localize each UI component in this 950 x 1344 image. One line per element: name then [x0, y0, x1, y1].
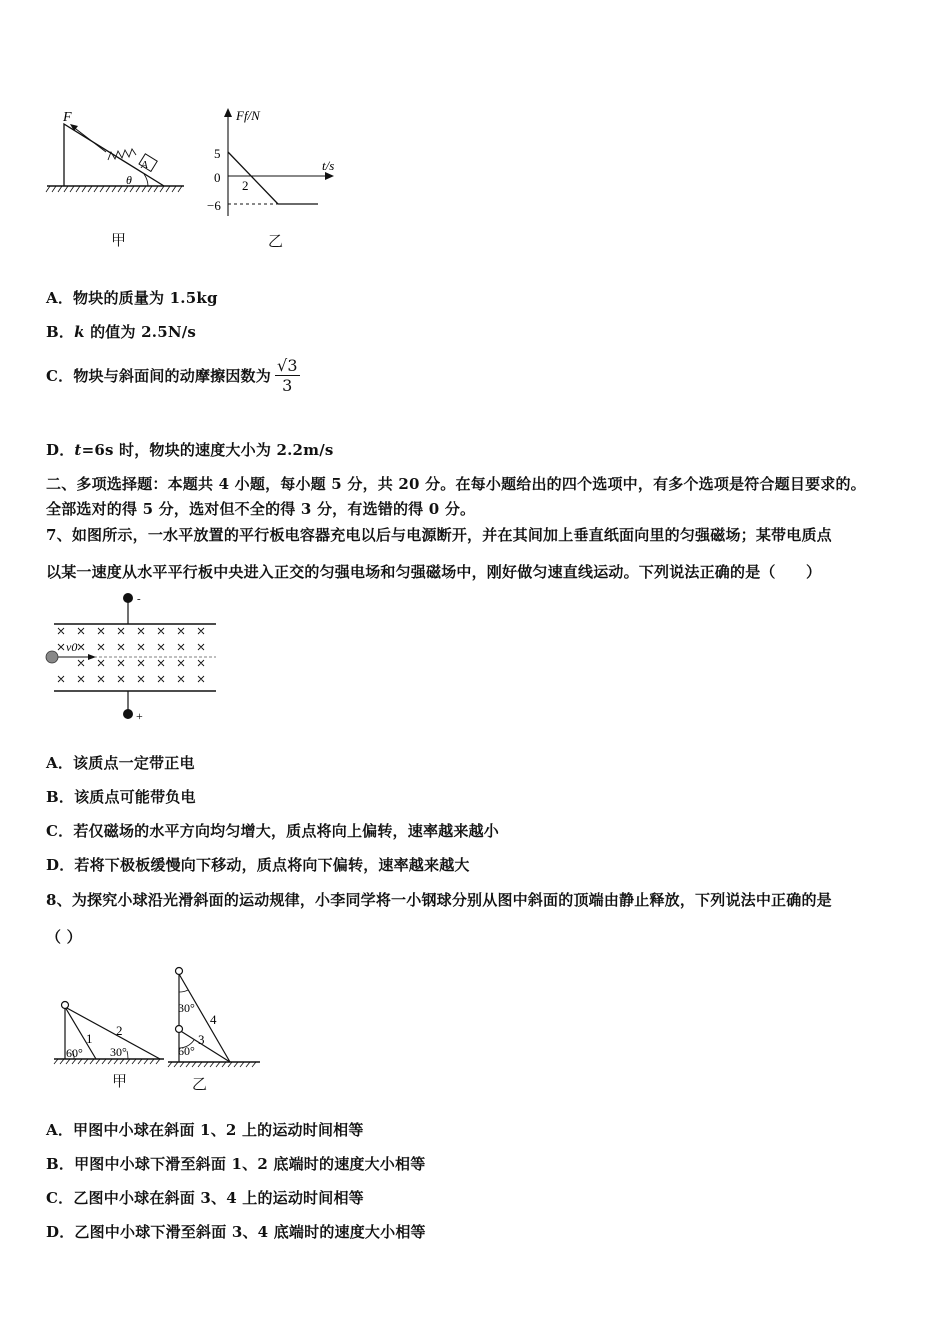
force-label: F: [63, 110, 72, 125]
caption-jia: 甲: [111, 231, 127, 249]
angle-label: θ: [126, 173, 132, 187]
block-label: A: [141, 159, 148, 171]
incline-spring-figure: [44, 108, 194, 203]
inclines-figure-yi: [166, 962, 266, 1072]
q6-option-c: C．物块与斜面间的动摩擦因数为 $\frac{√3}{3}$: [46, 356, 298, 395]
inclines-figure-jia: [46, 995, 174, 1070]
q8-option-a: A．甲图中小球在斜面 1、2 上的运动时间相等: [46, 1121, 364, 1139]
q7-option-c: C．若仅磁场的水平方向均匀增大，质点将向上偏转，速率越来越小: [46, 822, 499, 840]
q8-stem-line1: 8、为探究小球沿光滑斜面的运动规律，小李同学将一小钢球分别从图中斜面的顶端由静止释放，下列说法中正确的是: [46, 891, 832, 909]
q7-option-a: A．该质点一定带正电: [46, 754, 195, 772]
tick-neg6: −6: [207, 198, 221, 213]
q8-option-b: B．甲图中小球下滑至斜面 1、2 底端时的速度大小相等: [46, 1155, 426, 1173]
tick-0: 0: [214, 170, 221, 185]
section2-line2: 全部选对的得 5 分，选对但不全的得 3 分，有选错的得 0 分。: [46, 500, 476, 518]
q8-stem-line2: （ ）: [46, 928, 82, 946]
incline-1-label: 1: [86, 1031, 93, 1046]
velocity-label-v0: v0: [66, 640, 78, 654]
incline-2-label: 2: [116, 1023, 123, 1038]
graph-x-label: t/s: [322, 158, 335, 173]
var-k: k: [74, 323, 85, 341]
angle-60-label: 60°: [66, 1046, 83, 1060]
q8-option-d: D．乙图中小球下滑至斜面 3、4 底端时的速度大小相等: [46, 1223, 426, 1241]
tick-2: 2: [242, 178, 249, 193]
q7-stem-line1: 7、如图所示，一水平放置的平行板电容器充电以后与电源断开，并在其间加上垂直纸面向里的匀强磁场；某带电质点: [46, 526, 832, 544]
q6-option-d: D．t=6s 时，物块的速度大小为 2.2m/s: [46, 441, 334, 459]
friction-time-graph: [200, 104, 350, 219]
q7-option-d: D．若将下极板缓慢向下移动，质点将向下偏转，速率越来越大: [46, 856, 470, 874]
angle-60-label-yi: 60°: [178, 1044, 195, 1058]
terminal-minus: -: [137, 593, 141, 605]
angle-30-label-yi: 30°: [178, 1001, 195, 1015]
q8-option-c: C．乙图中小球在斜面 3、4 上的运动时间相等: [46, 1189, 364, 1207]
caption-yi: 乙: [268, 232, 284, 250]
incline-3-label: 3: [198, 1032, 205, 1047]
q7-option-b: B．该质点可能带负电: [46, 788, 196, 806]
q6-option-b: B．k 的值为 2.5N/s: [46, 323, 197, 341]
capacitor-magnetic-field-figure: [40, 588, 230, 726]
var-t: t: [74, 441, 82, 459]
q7-stem-line2: 以某一速度从水平平行板中央进入正交的匀强电场和匀强磁场中，刚好做匀速直线运动。下列说法正确的是（ ）: [46, 563, 822, 581]
tick-5: 5: [214, 146, 221, 161]
caption-jia-2: 甲: [112, 1072, 128, 1090]
q6-option-a: A．物块的质量为 1.5kg: [46, 289, 218, 307]
terminal-plus: +: [136, 709, 143, 723]
angle-30-label: 30°: [110, 1045, 127, 1059]
caption-yi-2: 乙: [192, 1075, 208, 1093]
incline-4-label: 4: [210, 1012, 217, 1027]
graph-y-label: Ff/N: [236, 108, 260, 123]
fraction-sqrt3-over-3: $\frac{√3}{3}$: [276, 356, 298, 395]
section2-line1: 二、多项选择题：本题共 4 小题，每小题 5 分，共 20 分。在每小题给出的四个选项中，有多个选项是符合题目要求的。: [46, 475, 866, 493]
